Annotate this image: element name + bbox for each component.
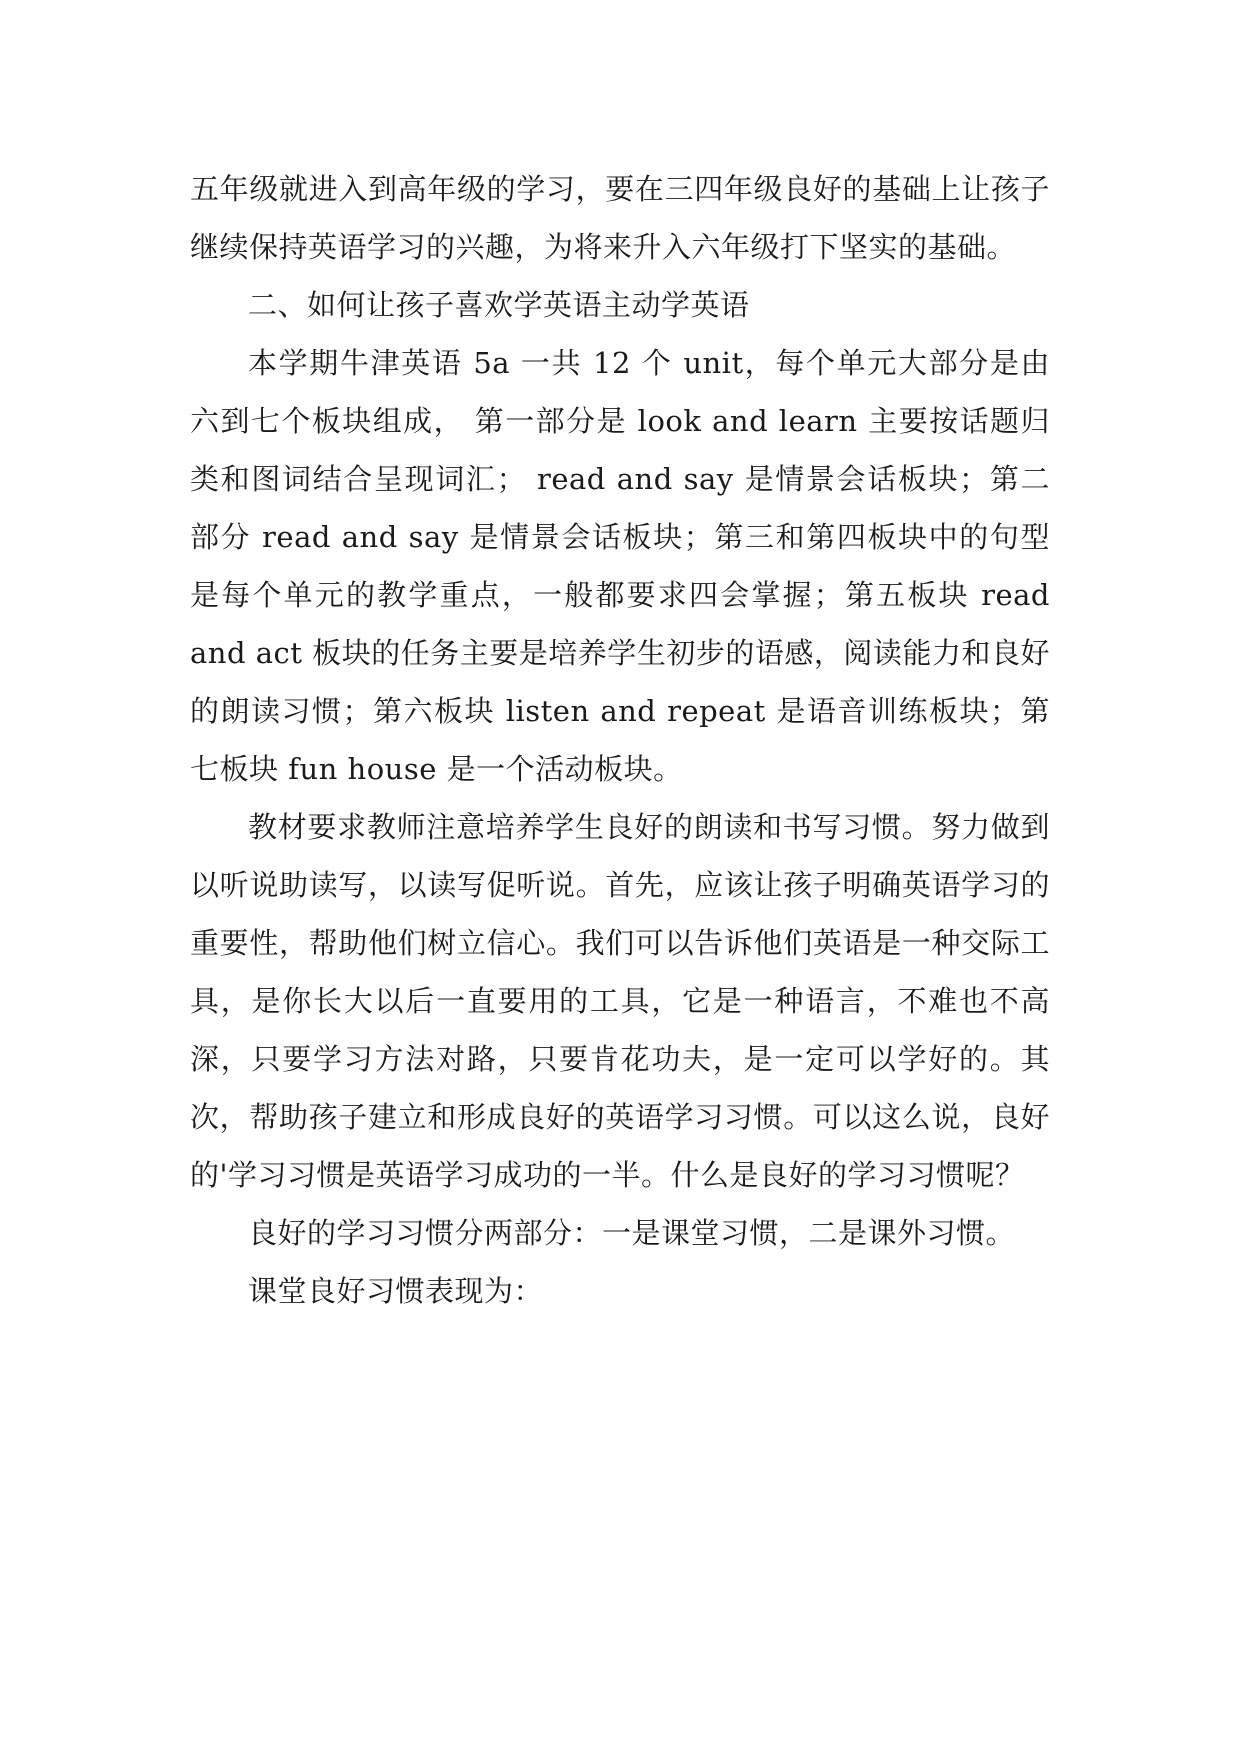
section-heading: 二、如何让孩子喜欢学英语主动学英语 [248, 288, 750, 322]
document-body [190, 160, 1050, 1320]
paragraph-classroom-habits: 课堂良好习惯表现为： [248, 1274, 544, 1308]
paragraph-textbook-units: 本学期牛津英语 5a 一共 12 个 unit，每个单元大部分是由六到七个板块组成， 第一部分是 look and learn 主要按话题归类和图词结合呈现词汇； read and say 是情景会话板块；第二部分 read and say 是情景会话板块；第三和第四板块中的句型是每个单元的教学重点，一般都要求四会掌握；第五板块 read and act 板块的任务主要是培养学生初步的语感，阅读能力和良好的朗读习惯；第六板块 listen and repeat 是语音训练板块；第七板块 fun house 是一个活动板块。 [190, 346, 1050, 786]
paragraph-intro: 五年级就进入到高年级的学习，要在三四年级良好的基础上让孩子继续保持英语学习的兴趣，为将来升入六年级打下坚实的基础。 [190, 172, 1050, 264]
paragraph-study-habits: 教材要求教师注意培养学生良好的朗读和书写习惯。努力做到以听说助读写，以读写促听说。首先，应该让孩子明确英语学习的重要性，帮助他们树立信心。我们可以告诉他们英语是一种交际工具，是你长大以后一直要用的工具，它是一种语言，不难也不高深，只要学习方法对路，只要肯花功夫，是一定可以学好的。其次，帮助孩子建立和形成良好的英语学习习惯。可以这么说，良好的'学习习惯是英语学习成功的一半。什么是良好的学习习惯呢？ [190, 810, 1050, 1192]
paragraph-habit-types: 良好的学习习惯分两部分：一是课堂习惯，二是课外习惯。 [248, 1216, 1016, 1250]
